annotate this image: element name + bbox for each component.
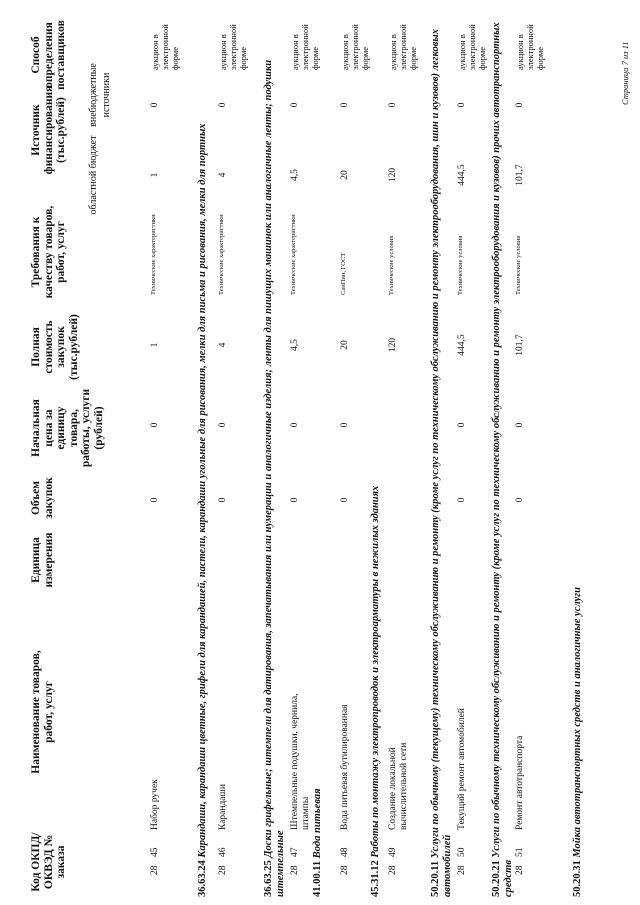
item-requirements: СанПин, ГОСТ (340, 252, 347, 295)
item-name: Карандаши (218, 784, 228, 830)
item-requirements: Технические характеристики (218, 214, 225, 295)
item-volume: 0 (515, 497, 525, 503)
item-name: Вода питьевая бутилированная (340, 704, 350, 830)
item-funding-regional: 101,7 (515, 164, 525, 186)
section-title: Карандаши, карандаши цветные, грифели для карандашей, пастели, карандаши угольные для рисования, мелки для письма и рисования, мелки для портных (197, 123, 208, 858)
item-funding-extra: 0 (218, 102, 228, 108)
item-volume: 0 (457, 497, 467, 503)
section-code: 50.20.31 (572, 860, 583, 897)
item-start-price: 0 (218, 422, 228, 428)
header-start-price: Начальная цена за единицу товара, работы, услуги (рублей) (30, 388, 105, 468)
item-volume: 0 (290, 497, 300, 503)
item-funding-extra: 0 (340, 102, 350, 108)
item-funding-regional: 4,5 (290, 169, 300, 181)
item-volume: 0 (150, 497, 160, 503)
header-funding-regional: областной бюджет (88, 135, 99, 215)
section-heading (491, 17, 515, 897)
row-number-b: 46 (218, 847, 228, 857)
item-start-price: 0 (515, 422, 525, 428)
item-full-cost: 4 (218, 342, 228, 348)
section-heading (263, 17, 287, 897)
item-method: аукцион в электронной форме (388, 24, 418, 70)
item-funding-regional: 1 (150, 172, 160, 178)
row-number-a: 28 (150, 865, 160, 875)
header-requirements: Требования к качеству товаров, работ, услуг (30, 205, 67, 299)
item-requirements: Технические условия (515, 235, 522, 295)
page-number: Страница 7 из 11 (620, 41, 630, 105)
item-funding-extra: 0 (150, 102, 160, 108)
item-name: Набор ручек (150, 779, 160, 830)
section-code: 45.31.12 (370, 860, 381, 897)
row-number-b: 47 (290, 847, 300, 857)
section-code: 36.63.25 (263, 860, 274, 897)
section-code: 36.63.24 (197, 860, 208, 897)
item-funding-extra: 0 (515, 102, 525, 108)
section-heading (572, 17, 584, 897)
item-full-cost: 444,5 (457, 334, 467, 356)
header-volume: Объем закупок (30, 477, 55, 519)
item-requirements: Технические характеристики (150, 214, 157, 295)
item-full-cost: 4,5 (290, 339, 300, 351)
row-number-b: 51 (515, 847, 525, 857)
row-number-a: 28 (290, 865, 300, 875)
item-funding-extra: 0 (290, 102, 300, 108)
row-number-a: 28 (457, 865, 467, 875)
item-name: Ремонт автотранспорта (515, 735, 525, 830)
section-title: Работы по монтажу электропроводок и электроарматуры в нежилых зданиях (370, 485, 381, 858)
section-code: 50.20.21 (491, 860, 502, 897)
item-requirements: Технические характеристики (290, 214, 297, 295)
item-funding-regional: 444,5 (457, 164, 467, 186)
section-heading (430, 17, 454, 897)
header-name: Наименование товаров, работ, услуг (30, 650, 55, 774)
row-number-b: 50 (457, 847, 467, 857)
item-full-cost: 101,7 (515, 334, 525, 356)
header-funding-extra: внебюджетные источники (88, 63, 112, 127)
item-full-cost: 20 (340, 340, 350, 350)
item-method: аукцион в электронной форме (218, 24, 248, 70)
item-method: аукцион в электронной форме (515, 24, 545, 70)
item-start-price: 0 (457, 422, 467, 428)
item-funding-regional: 120 (388, 167, 398, 183)
section-heading (197, 17, 209, 897)
item-start-price: 0 (150, 422, 160, 428)
section-code: 50.20.11 (430, 860, 441, 897)
header-unit: Единица измерения (30, 532, 55, 588)
item-name: Создание локальной вычислительной сети (388, 742, 409, 830)
item-method: аукцион в электронной форме (457, 24, 487, 70)
section-code: 41.00.11 (312, 860, 323, 897)
item-name: Штемпельные подушки, чернила, штампы (290, 693, 311, 830)
section-title: Мойка автотранспортных средств и аналогичные услуги (572, 587, 583, 858)
header-full-cost: Полная стоимость закупок (тыс.рублей) (30, 314, 80, 380)
row-number-a: 28 (388, 865, 398, 875)
item-method: аукцион в электронной форме (340, 24, 370, 70)
item-funding-regional: 4 (218, 172, 228, 178)
header-method: Способ определения поставщиков (30, 20, 67, 90)
item-full-cost: 1 (150, 342, 160, 348)
row-number-a: 28 (218, 865, 228, 875)
row-number-b: 49 (388, 847, 398, 857)
item-volume: 0 (340, 497, 350, 503)
section-title: Услуги по обычному техническому обслуживанию и ремонту (кроме услуг по техническому обслуживанию и ремонту электрооборудования и кузовов) прочих автотранспортных средств (491, 22, 514, 897)
section-heading (312, 17, 324, 897)
item-method: аукцион в электронной форме (290, 24, 320, 70)
item-requirements: Технические условия (388, 235, 395, 295)
section-title: Вода питьевая (312, 788, 323, 859)
section-heading (370, 17, 382, 897)
item-start-price: 0 (340, 422, 350, 428)
header-code: Код ОКПД/ ОКВЭД № заказа (30, 832, 67, 892)
row-number-a: 28 (340, 865, 350, 875)
header-funding: Источник финансирования (тыс.рублей) (30, 85, 67, 175)
item-start-price: 0 (290, 422, 300, 428)
row-number-b: 45 (150, 847, 160, 857)
section-title: Услуги по обычному (текущему) техническому обслуживанию и ремонту (кроме услуг по техническому обслуживанию и ремонту электрооборудования, шин и кузовов) легковых автомобилей (430, 29, 453, 897)
item-full-cost: 120 (388, 337, 398, 353)
item-funding-extra: 0 (388, 102, 398, 108)
row-number-a: 28 (515, 865, 525, 875)
item-requirements: Технические условия (457, 235, 464, 295)
row-number-b: 48 (340, 847, 350, 857)
item-volume: 0 (218, 497, 228, 503)
item-name: Текущий ремонт автомобилей (457, 708, 467, 830)
item-funding-regional: 20 (340, 170, 350, 180)
item-method: аукцион в электронной форме (150, 24, 180, 70)
section-title: Доски грифельные; штемпели для датирования, запечатывания или нумерации и аналогичные изделия; ленты для пишущих машинок или аналогичные ленты; подушки штемпельные (263, 59, 286, 897)
item-funding-extra: 0 (457, 102, 467, 108)
